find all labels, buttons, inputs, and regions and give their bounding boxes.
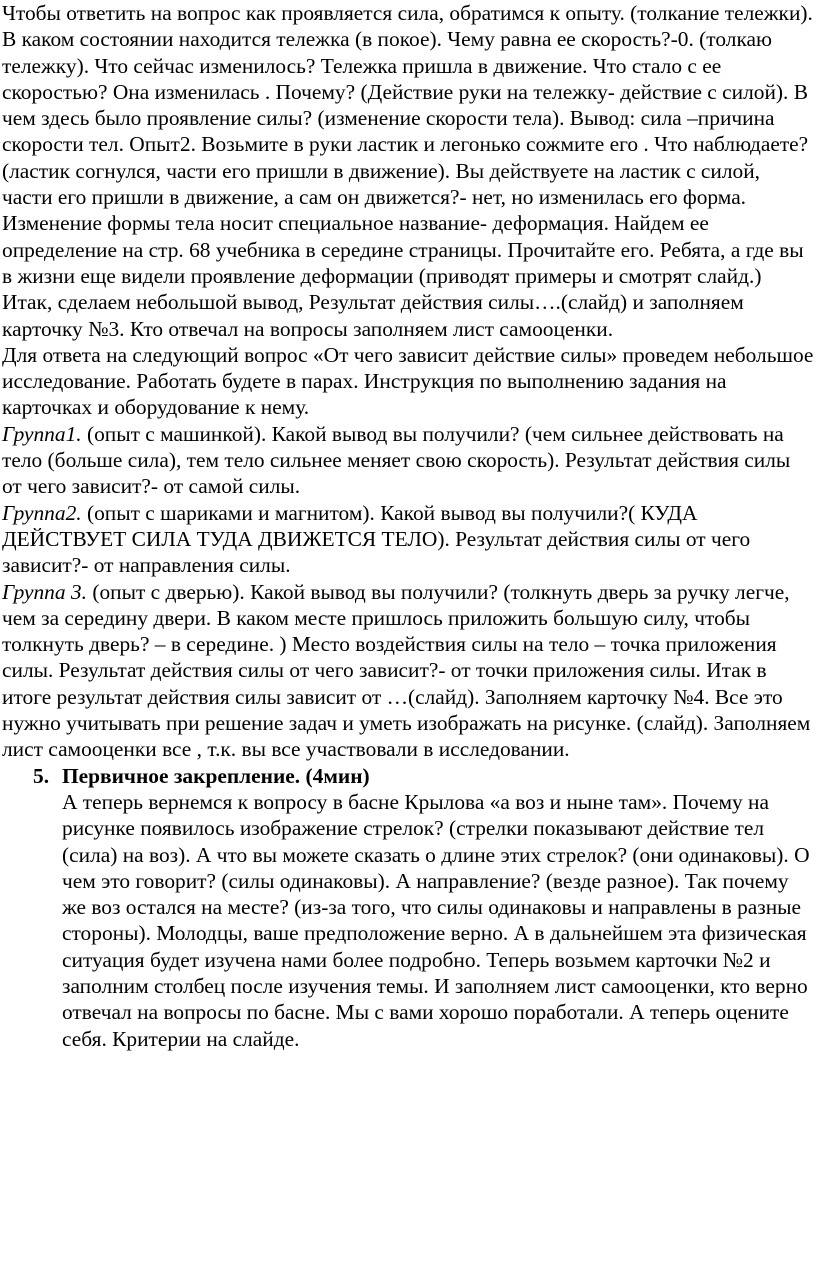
group-1-text: (опыт с машинкой). Какой вывод вы получили? (чем сильнее действовать на тело (больше сила), тем тело сильнее меняет свою скорость). Результат действия силы от чего зависит?- от самой силы. bbox=[2, 421, 791, 499]
group-1-label: Группа1. bbox=[2, 421, 82, 446]
paragraph-group-2 bbox=[2, 500, 814, 579]
group-2-text: (опыт с шариками и магнитом). Какой вывод вы получили?( КУДА ДЕЙСТВУЕТ СИЛА ТУДА ДВИЖЕТСЯ ТЕЛО). Результат действия силы от чего зависит?- от направления силы. bbox=[2, 500, 751, 578]
paragraph-research-intro: Для ответа на следующий вопрос «От чего зависит действие силы» проведем небольшое исследование. Работать будете в парах. Инструкция по выполнению задания на карточках и оборудование к нему. bbox=[2, 342, 814, 420]
paragraph-experiment: Чтобы ответить на вопрос как проявляется сила, обратимся к опыту. (толкание тележки). В каком состоянии находится тележка (в покое). Чему равна ее скорость?-0. (толкаю тележку). Что сейчас изменилось? Тележка пришла в движение. Что стало с ее скоростью? Она изменилась . Почему? (Действие руки на тележку- действие с силой). В чем здесь было проявление силы? (изменение скорости тела). Вывод: сила –причина скорости тел. Опыт2. Возьмите в руки ластик и легонько сожмите его . Что наблюдаете? (ластик согнулся, части его пришли в движение). Вы действуете на ластик с силой, части его пришли в движение, а сам он движется?- нет, но изменилась его форма. Изменение формы тела носит специальное название- деформация. Найдем ее определение на стр. 68 учебника в середине страницы. Прочитайте его. Ребята, а где вы в жизни еще видели проявление деформации (приводят примеры и смотрят слайд.) Итак, сделаем небольшой вывод, Результат действия силы….(слайд) и заполняем карточку №3. Кто отвечал на вопросы заполняем лист самооценки. bbox=[2, 1, 813, 341]
paragraph-group-3 bbox=[2, 579, 814, 763]
group-3-label: Группа 3. bbox=[2, 579, 87, 604]
group-3-text: (опыт с дверью). Какой вывод вы получили? (толкнуть дверь за ручку легче, чем за середину двери. В каком месте пришлось приложить большую силу, чтобы толкнуть дверь? – в середине. ) Место воздействия силы на тело – точка приложения силы. Результат действия силы от чего зависит?- от точки приложения силы. Итак в итоге результат действия силы зависит от …(слайд). Заполняем карточку №4. Все это нужно учитывать при решение задач и уметь изображать на рисунке. (слайд). Заполняем лист самооценки все , т.к. вы все участвовали в исследовании. bbox=[2, 579, 811, 762]
section-number: 5. bbox=[33, 763, 50, 788]
paragraph-group-1 bbox=[2, 421, 814, 500]
section-title: Первичное закрепление. (4мин) bbox=[62, 763, 370, 788]
group-2-label: Группа2. bbox=[2, 500, 82, 525]
section-primary-consolidation bbox=[2, 763, 814, 1052]
section-text: А теперь вернемся к вопросу в басне Крылова «а воз и ныне там». Почему на рисунке появилось изображение стрелок? (стрелки показывают действие тел (сила) на воз). А что вы можете сказать о длине этих стрелок? (они одинаковы). О чем это говорит? (силы одинаковы). А направление? (везде разное). Так почему же воз остался на месте? (из-за того, что силы одинаковы и направлены в разные стороны). Молодцы, ваше предположение верно. А в дальнейшем эта физическая ситуация будет изучена нами более подробно. Теперь возьмем карточки №2 и заполним столбец после изучения темы. И заполняем лист самооценки, кто верно отвечал на вопросы по басне. Мы с вами хорошо поработали. А теперь оцените себя. Критерии на слайде. bbox=[62, 789, 810, 1051]
